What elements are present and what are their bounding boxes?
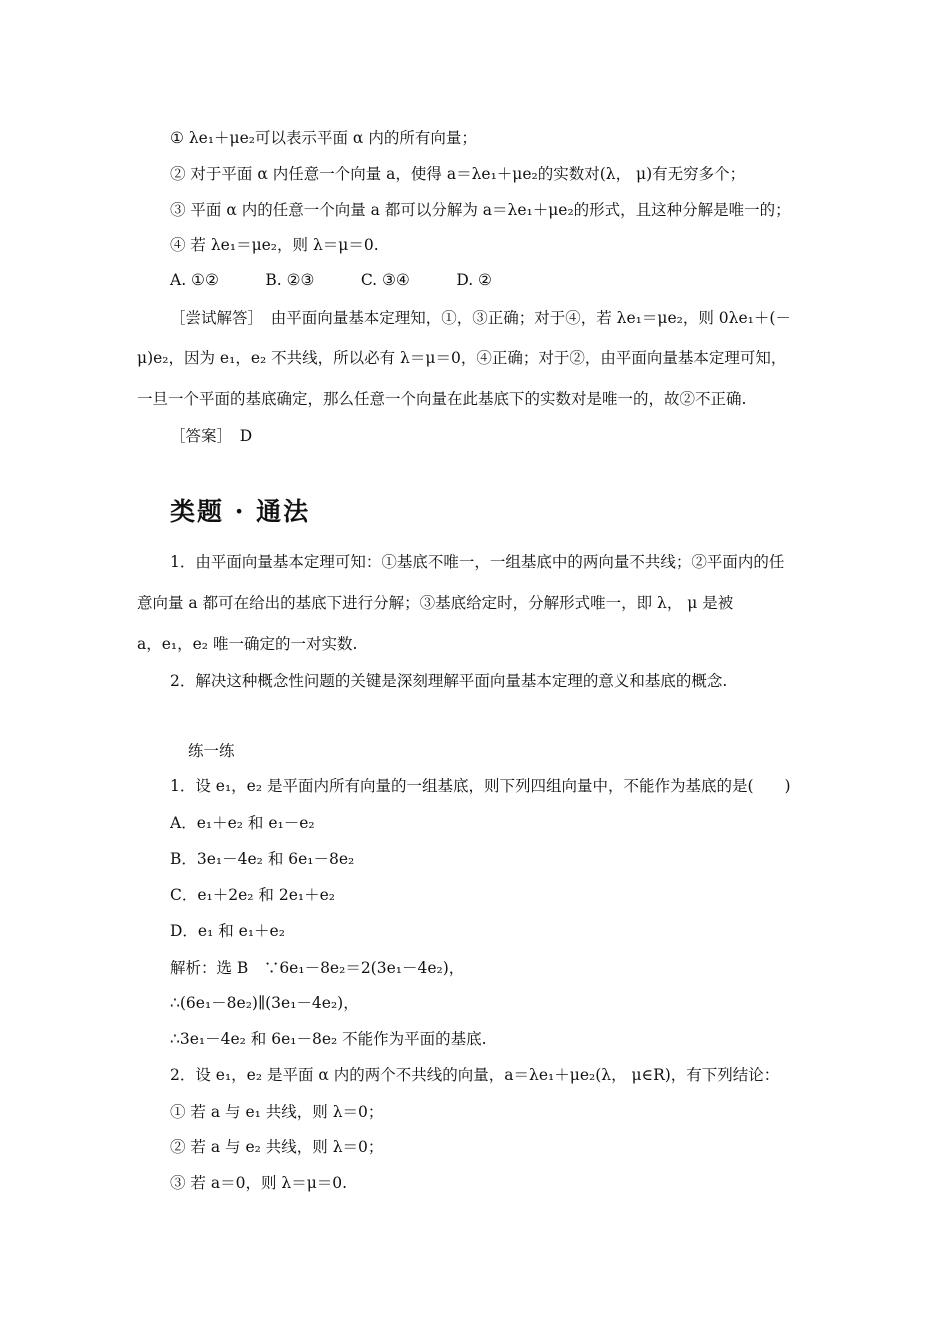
practice-line-4: C．e₁＋2e₂ 和 2e₁＋e₂: [170, 886, 335, 904]
method-line-2: 意向量 a 都可在给出的基底下进行分解；③基底给定时，分解形式唯一，即 λ， μ 是被: [137, 594, 734, 612]
method-line-3: a，e₁，e₂ 唯一确定的一对实数.: [137, 635, 358, 653]
practice-line-8: ∴3e₁－4e₂ 和 6e₁－8e₂ 不能作为平面的基底.: [170, 1030, 487, 1048]
method-line-1: 1．由平面向量基本定理可知：①基底不唯一，一组基底中的两向量不共线；②平面内的任: [170, 553, 785, 571]
answer-options: A. ①② B. ②③ C. ③④ D. ②: [170, 271, 492, 289]
practice-line-3: B．3e₁－4e₂ 和 6e₁－8e₂: [170, 850, 355, 868]
practice-line-9: 2．设 e₁，e₂ 是平面 α 内的两个不共线的向量，a＝λe₁＋μe₂(λ， μ∈R)，有下列结论：: [170, 1066, 780, 1084]
statement-4: ④ 若 λe₁＝μe₂，则 λ＝μ＝0.: [170, 236, 379, 254]
statement-2: ② 对于平面 α 内任意一个向量 a，使得 a＝λe₁＋μe₂的实数对(λ， μ)有无穷多个；: [170, 165, 746, 183]
practice-title: 练一练: [188, 742, 235, 760]
practice-line-6: 解析：选 B ∵6e₁－8e₂＝2(3e₁－4e₂)，: [170, 959, 465, 977]
solution-line-2: μ)e₂，因为 e₁，e₂ 不共线，所以必有 λ＝μ＝0，④正确；对于②，由平面向量基本定理可知，: [137, 349, 787, 367]
statement-3: ③ 平面 α 内的任意一个向量 a 都可以分解为 a＝λe₁＋μe₂的形式，且这种分解是唯一的；: [170, 201, 791, 219]
section-title: 类题 · 通法: [170, 497, 311, 526]
practice-line-12: ③ 若 a＝0，则 λ＝μ＝0.: [170, 1174, 348, 1192]
statement-1: ① λe₁＋μe₂可以表示平面 α 内的所有向量；: [170, 129, 477, 147]
solution-line-3: 一旦一个平面的基底确定，那么任意一个向量在此基底下的实数对是唯一的，故②不正确.: [137, 390, 747, 408]
practice-line-5: D．e₁ 和 e₁＋e₂: [170, 922, 285, 940]
practice-line-2: A．e₁＋e₂ 和 e₁－e₂: [170, 814, 315, 832]
practice-line-7: ∴(6e₁－8e₂)∥(3e₁－4e₂)，: [170, 994, 359, 1012]
practice-line-11: ② 若 a 与 e₂ 共线，则 λ＝0；: [170, 1138, 384, 1156]
practice-line-1: 1．设 e₁，e₂ 是平面内所有向量的一组基底，则下列四组向量中，不能作为基底的是( ): [170, 777, 791, 795]
answer: ［答案］ D: [170, 427, 253, 445]
method-line-4: 2．解决这种概念性问题的关键是深刻理解平面向量基本定理的意义和基底的概念.: [170, 672, 728, 690]
practice-line-10: ① 若 a 与 e₁ 共线，则 λ＝0；: [170, 1103, 384, 1121]
solution-line-1: ［尝试解答］ 由平面向量基本定理知，①，③正确；对于④，若 λe₁＝μe₂，则 0λe₁＋(－: [170, 309, 791, 327]
